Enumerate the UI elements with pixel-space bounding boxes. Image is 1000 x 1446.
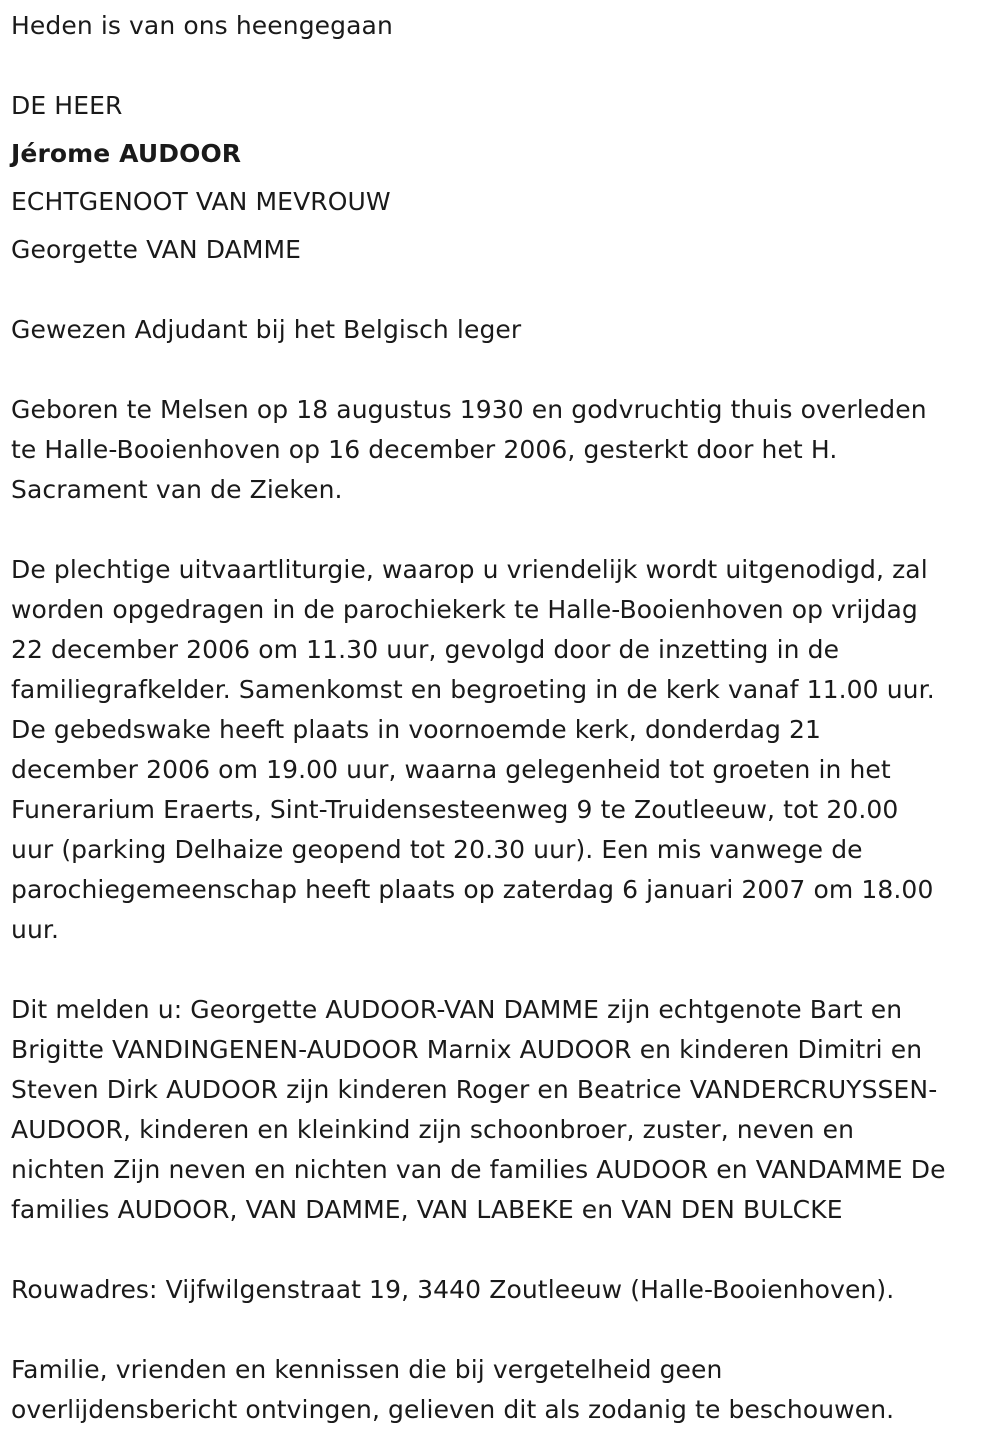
- family-line: Brigitte VANDINGENEN-AUDOOR Marnix AUDOOR en kinderen Dimitri en: [11, 1035, 923, 1064]
- birth-death-line: Sacrament van de Zieken.: [11, 475, 343, 504]
- family-line: Dit melden u: Georgette AUDOOR-VAN DAMME zijn echtgenote Bart en: [11, 995, 903, 1024]
- spouse-label: ECHTGENOOT VAN MEVROUW: [11, 187, 391, 216]
- family-line: families AUDOOR, VAN DAMME, VAN LABEKE en VAN DEN BULCKE: [11, 1195, 843, 1224]
- funeral-line: Funerarium Eraerts, Sint-Truidensesteenweg 9 te Zoutleeuw, tot 20.00: [11, 795, 899, 824]
- funeral-line: uur (parking Delhaize geopend tot 20.30 uur). Een mis vanwege de: [11, 835, 863, 864]
- funeral-line: parochiegemeenschap heeft plaats op zaterdag 6 januari 2007 om 18.00: [11, 875, 934, 904]
- spouse-name: Georgette VAN DAMME: [11, 235, 302, 264]
- family-line: nichten Zijn neven en nichten van de families AUDOOR en VANDAMME De: [11, 1155, 946, 1184]
- intro-text: Heden is van ons heengegaan: [11, 11, 393, 40]
- funeral-line: december 2006 om 19.00 uur, waarna gelegenheid tot groeten in het: [11, 755, 891, 784]
- address-text: Rouwadres: Vijfwilgenstraat 19, 3440 Zoutleeuw (Halle-Booienhoven).: [11, 1275, 895, 1304]
- closing-line: Familie, vrienden en kennissen die bij vergetelheid geen: [11, 1355, 723, 1384]
- funeral-line: familiegrafkelder. Samenkomst en begroeting in de kerk vanaf 11.00 uur.: [11, 675, 935, 704]
- funeral-line: worden opgedragen in de parochiekerk te Halle-Booienhoven op vrijdag: [11, 595, 918, 624]
- title-text: DE HEER: [11, 91, 123, 120]
- funeral-line: uur.: [11, 915, 60, 944]
- birth-death-line: te Halle-Booienhoven op 16 december 2006, gesterkt door het H.: [11, 435, 838, 464]
- funeral-line: De gebedswake heeft plaats in voornoemde kerk, donderdag 21: [11, 715, 822, 744]
- deceased-name: Jérome AUDOOR: [11, 139, 242, 168]
- family-line: AUDOOR, kinderen en kleinkind zijn schoonbroer, zuster, neven en: [11, 1115, 855, 1144]
- family-line: Steven Dirk AUDOOR zijn kinderen Roger en Beatrice VANDERCRUYSSEN-: [11, 1075, 938, 1104]
- birth-death-line: Geboren te Melsen op 18 augustus 1930 en godvruchtig thuis overleden: [11, 395, 927, 424]
- closing-line: overlijdensbericht ontvingen, gelieven dit als zodanig te beschouwen.: [11, 1395, 895, 1424]
- occupation-text: Gewezen Adjudant bij het Belgisch leger: [11, 315, 522, 344]
- funeral-line: 22 december 2006 om 11.30 uur, gevolgd door de inzetting in de: [11, 635, 840, 664]
- funeral-line: De plechtige uitvaartliturgie, waarop u vriendelijk wordt uitgenodigd, zal: [11, 555, 928, 584]
